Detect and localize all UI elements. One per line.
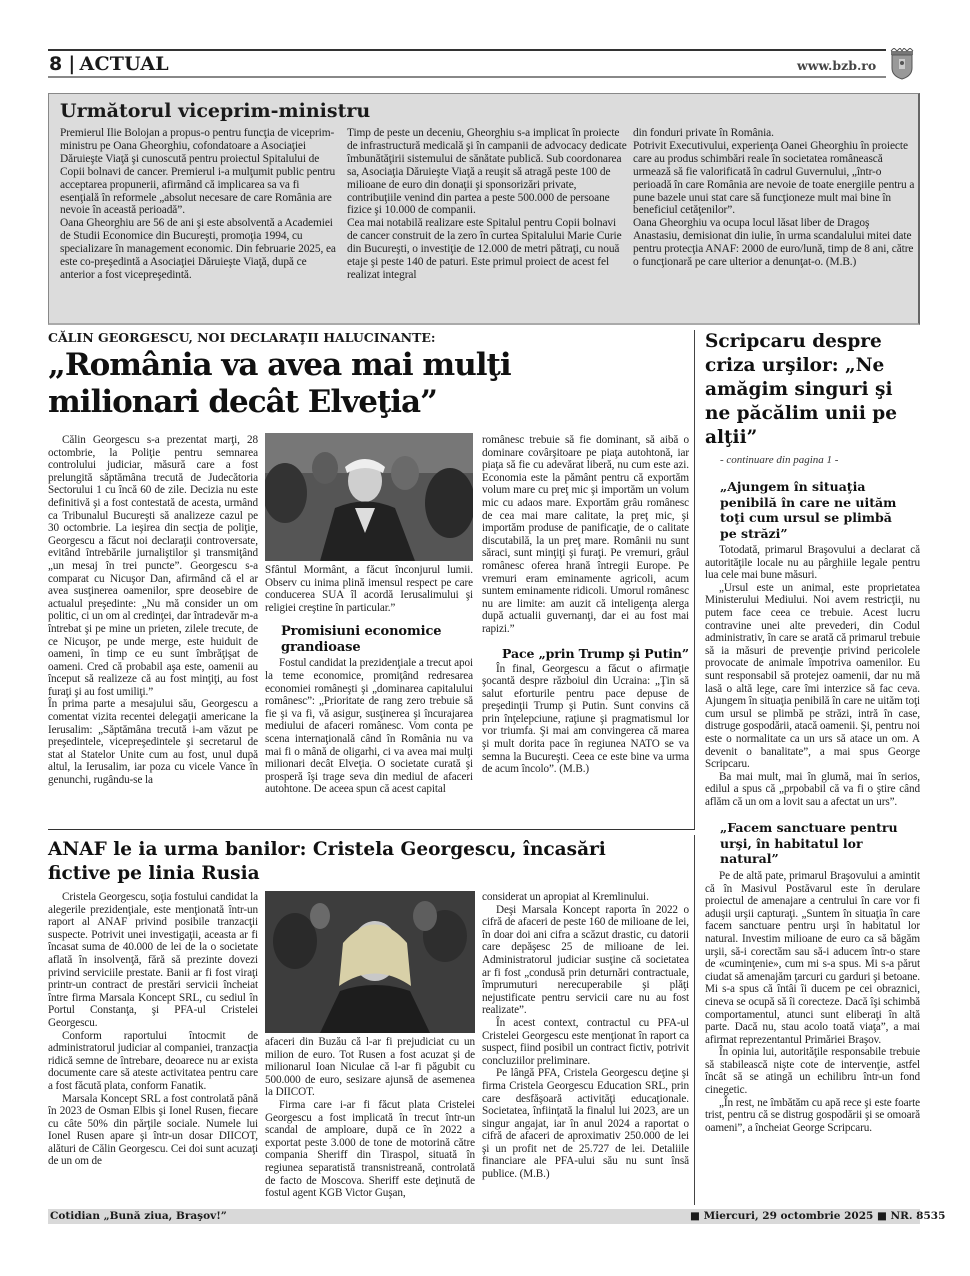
article1-paragraph: Călin Georgescu s-a prezentat marţi, 28 octombrie, la Poliţie pentru semnarea controlului judiciar, măsură care a fost prelungită săptămâna trecută de Judecătoria Sectorului 1 cu încă 60 de zile. Decizia nu este definitivă şi a fost contestată de acesta, urmând ca Tribunalul Bucureşti să analizeze cazul pe 30 octombrie. La ieşirea din secţia de poliţie, Georgescu a făcut noi declaraţii controversate, evitând întrebările jurnaliştilor şi transmiţând „un mesaj în trei puncte”. Georgescu s-a comparat cu Nicuşor Dan, afirmând că el ar avea susţinerea oamenilor, spre deosebire de actualul preşedinte: „Nu mă consider un om politic, ci un om al credinţei, dar întradevăr m-a întrebat şi pe mine un prieten, zilele trecute, de ce Nicuşor, pe unde merge, este huiduit de oameni, în timp ce eu sunt îmbrăţişat de oameni. Cred că probabil aşa este, oamenii au început să realizeze că au fost minţiţi, au fost furaţi şi au fost umiliţi.” <box>48 434 258 698</box>
sidebar-subheading-1: „Ajungem în situaţia penibilă în care ne uităm toţi cum ursul se plimbă pe străzi” <box>720 479 897 541</box>
article1-photo <box>265 433 473 561</box>
article1-paragraph: românesc trebuie să fie dominant, să aibă o dominare covârşitoare pe piaţa autohtonă, iar piaţa să fie cu adevărat liberă, nu cum este azi. Economia este la pământ pentru că exportăm volum mare cu preţ mic şi importăm un volum mic cu adaos mare. Exportăm grâu românesc de cea mai mare calitate, la preţ mic, şi importăm produse de panificaţie, de o calitate discutabilă, la un preţ mare. Românii nu sunt săraci, sunt minţiţi şi furaţi. Pe vremuri, grâul românesc oferea hrană întregii Europe. Pe vremuri eram eminamente agricoli, acum suntem eminamente ridicoli. Umorul românesc nu are limite: am auzit că inteligenţa alerga după actualii guvernanţi, dar ei au fost mai rapizi.” <box>482 434 689 635</box>
footer-issue: NR. 8535 <box>890 1210 946 1222</box>
article2-column-2 <box>265 1036 475 1205</box>
article1-headline: „România va avea mai mulţi milionari decât Elveţia” <box>48 347 511 420</box>
continued-from-page: - continuare din pagina 1 - <box>720 454 839 466</box>
coat-of-arms-icon <box>888 48 916 80</box>
info-box-column-3: din fonduri private în România. Potrivit Executivului, experienţa Oanei Gheorghiu în proiecte care au produs schimbări reale în societatea românească urmează să fie valorificată în cadrul Guvernului, „într-o perioadă în care România are nevoie de toate energiile pentru a pune bazele unui stat care să funcţioneze mult mai bine în beneficiul cetăţenilor”. Oana Gheorghiu va ocupa locul lăsat liber de Dragoş Anastasiu, demisionat din iulie, în urma scandalului mitei date pentru protecţia ANAF: 2000 de euro/lună, timp de 8 ani, către o funcţionară pe care ulterior a denunţat-o. (M.B.) <box>633 127 915 269</box>
square-bullet-icon: ■ <box>690 1210 700 1222</box>
header-separator: | <box>68 53 76 75</box>
column-divider <box>694 330 695 830</box>
sidebar-paragraph: „În rest, ne îmbătăm cu apă rece şi este foarte trist, pentru că se distrug gospodării şi se omoară oameni”, a încheiat George Scripcaru. <box>705 1096 920 1134</box>
info-box-title: Următorul viceprim-ministru <box>60 100 371 122</box>
page-number: 8 <box>49 53 63 75</box>
article2-paragraph: afaceri din Buzău că l-ar fi prejudiciat cu un milion de euro. Tot Rusen a fost acuzat şi de milionarul Ioan Niculae că l-ar fi păgubit cu 500.000 de euro, sesizare ajunsă de asemenea la DIICOT. <box>265 1036 475 1099</box>
sidebar-paragraph: Ba mai mult, mai în glumă, mai în serios, edilul a spus că „prpobabil că va fi o ştire când aflăm că un om a lovit sau a afectat un urs”. <box>705 770 920 808</box>
article2-paragraph: În acest context, contractul cu PFA-ul Cristelei Georgescu este menţionat în raport ca suspect, fiind posibil un contract fictiv, potrivit concluziilor preliminare. <box>482 1016 689 1067</box>
article2-paragraph: Deşi Marsala Koncept raporta în 2022 o cifră de afaceri de peste 160 de milioane de lei, în doar doi ani cifra a scăzut drastic, cu datorii care depăşesc 25 de milioane de lei. Administratorul judiciar susţine că societatea ar fi fost „condusă prin deturnări contractuale, împrumuturi nerecuperabile şi plăţi nejustificate pentru servicii care nu au fost realizate”. <box>482 903 689 1017</box>
info-box-column-2: Timp de peste un deceniu, Gheorghiu s-a implicat în proiecte de infrastructură medicală şi în campanii de advocacy dedicate îmbunătăţirii sistemului de sănătate publică. Sub coordonarea sa, Asociaţia Dăruieşte Viaţă a reuşit să atragă peste 100 de milioane de euro din donaţii şi sponsorizări private, contribuţiile venind din partea a peste 500.000 de persoane fizice şi 10.000 de companii. Cea mai notabilă realizare este Spitalul pentru Copii bolnavi de cancer construit de la zero în curtea Spitalului Marie Curie din Bucureşti, o investiţie de 12.000 de metri pătraţi, cu nouă etaje şi peste 140 de paturi. Este primul proiect de acest fel realizat integral <box>347 127 627 281</box>
footer-date-issue <box>690 1209 945 1224</box>
sidebar-paragraph: În opinia lui, autorităţile responsabile trebuie să stabilească nişte cote de intervenţie, astfel încât să se atingă un echilibru într-un fond cinegetic. <box>705 1046 920 1097</box>
article2-paragraph: Pe lângă PFA, Cristela Georgescu deţine şi firma Cristela Georgescu Education SRL, prin care desfăşoară activităţi educaţionale. Societatea, înfiinţată la finalul lui 2023, are un singur angajat, iar în anul 2024 a raportat o cifră de afaceri de aproximativ 250.000 de lei şi un profit net de 25.727 de lei. Detaliile financiare ale PFA-ului său nu sunt însă publice. (M.B.) <box>482 1067 689 1181</box>
square-bullet-icon: ■ <box>876 1210 887 1222</box>
page-header <box>49 53 169 75</box>
header-top-rule <box>48 49 886 51</box>
article-separator <box>48 829 695 830</box>
sidebar-body-2 <box>705 870 920 1134</box>
sidebar-paragraph: „Ursul este un animal, este proprietatea Ministerului Mediului. Noi avem restricţii, nu putem face ceea ce trebuie. Acest lucru contravine unei alte prevederi, din Codul administrativ, în care se arată că primarul trebuie să ia măsuri de prevenţie privind pericolele provocate de animale împotriva oamenilor. Eu sunt responsabil să protejez oamenii, dar nu mă lasă o altă lege, care îmi interzice să fac ceva. Ajungem în situaţia penibilă în care ne uităm toţi cum ursul se plimbă pe străzi, intră în case, distruge gospodării, atacă oamenii. Şi, pentru noi este o normalitate ca un urs să atace un om. A devenit o banalitate”, a mai spus George Scripcaru. <box>705 581 920 771</box>
column-divider <box>694 835 695 1205</box>
sidebar-subheading-2: „Facem sanctuare pentru urşi, în habitatul lor natural” <box>720 820 898 867</box>
subheading-economic-promises: Promisiuni economice grandioase <box>281 624 442 655</box>
sidebar-body-1 <box>705 544 920 808</box>
article1-paragraph: Sfântul Mormânt, a făcut înconjurul lumii. Observ cu inima plină imensul respect pe care conducerea SUA îl acordă Ierusalimului şi religiei creştine în particular.” <box>265 564 473 614</box>
article2-paragraph: Cristela Georgescu, soţia fostului candidat la alegerile prezidenţiale, este menţionată într-un raport al ANAF privind posibile tranzacţii suspecte. Potrivit unei investigaţii, aceasta ar fi încasat suma de 40.000 de lei de la o societate aflată în insolvenţă, fără să prezinte dovezi privind serviciile prestate. Banii ar fi fost viraţi printr-un contract de prestări servicii încheiat între firma Marsala Koncept SRL, cu sediul în Portul Constanţa, şi PFA-ul Cristelei Georgescu. <box>48 891 258 1029</box>
footer-date: Miercuri, 29 octombrie 2025 <box>703 1210 874 1222</box>
info-box-column-1: Premierul Ilie Bolojan a propus-o pentru funcţia de viceprim-ministru pe Oana Gheorghiu, cofondatoare a Asociaţiei Dăruieşte Viaţă şi cunoscută pentru proiectul Spitalului de Copii bolnavi de cancer. Premierul i-a mulţumit public pentru acceptarea propunerii, afirmând că implicarea sa va fi esenţială în reformele „absolut necesare de care România are nevoie în această perioadă”. Oana Gheorghiu are 56 de ani şi este absolventă a Academiei de Studii Economice din Bucureşti, promoţia 1994, cu specializare în management economic. Din februarie 2025, ea este co-preşedintă a Asociaţiei Dăruieşte Viaţă, după ce anterior a fost vicepreşedintă. <box>60 127 336 281</box>
sidebar <box>705 330 920 1205</box>
footer-publication: Cotidian „Bună ziua, Braşov!” <box>50 1210 227 1222</box>
article1-paragraph: În final, Georgescu a făcut o afirmaţie şocantă despre războiul din Ucraina: „Ţin să salut eforturile pentru pace depuse de preşedinţii Trump şi Putin. Sunt convins că prin înţelepciune, raţiune şi pragmatismul lor vor triumfa. Şi mai am convingerea că marea şi mult dorita pace în regiunea NATO se va semna la Bucureşti. Ceea ce este bine va urma de acum încolo”. (M.B.) <box>482 662 689 776</box>
sidebar-paragraph: Pe de altă pate, primarul Braşovului a amintit că în Masivul Postăvarul este în derulare proiectul de amenajare a centrului în care vor fi aduşii urşii capturaţi. „Suntem în situaţia în care facem sanctuare pentru urşi în habitatul lor natural. Investim milioane de euro ca să băgăm urşii, să-i corectăm sau să-i aducem într-o stare de «cuminţenie», cum mi s-a spus. Mi s-a părut ciudat să amenajăm ţarcuri cu garduri şi betoane. Mi s-a spus că întâi îi ducem pe cei obraznici, cineva se ocupă să îi corecteze. Dacă îşi schimbă comportamentul, atunci sunt eliberaţi în altă parte. Dacă nu, stau acolo toată viaţa”, a mai afirmat reprezentantul Primăriei Braşov. <box>705 869 920 1046</box>
article2-column-1 <box>48 891 258 1205</box>
article1-paragraph: Fostul candidat la prezidenţiale a trecut apoi la teme economice, promiţând redresarea economiei româneşti şi „dominarea capitalului românesc”: „Prioritate de rang zero trebuie să fie şi va fi, vă asigur, susţinerea şi încurajarea mediului de afaceri românesc. Vom conta pe scena internaţională când în România nu va mai fi o mână de oligarhi, ci va avea mai mulţi milionari decât Elveţia. O societate curată şi prosperă îşi trage seva din mediul de afaceri autohtone. De aceea spun că acest capital <box>265 657 473 796</box>
sidebar-headline: Scripcaru despre criza urşilor: „Ne amăgim singuri şi ne păcălim unii pe alţii” <box>705 331 898 448</box>
article2-paragraph: Firma care i-ar fi făcut plata Cristelei Georgescu a fost implicată în trecut într-un scandal de amploare, după ce în 2022 a exportat peste 3.000 de tone de motorină către compania Sheriff din Tiraspol, situată în regiunea separatistă transnistreană, controlată de facto de Moscova. Sheriff este deţinută de fostul agent KGB Victor Guşan, <box>265 1098 475 1200</box>
article2-headline: ANAF le ia urma banilor: Cristela Georgescu, încasări fictive pe linia Rusia <box>48 839 606 884</box>
article2-paragraph: Marsala Koncept SRL a fost controlată până în 2023 de Osman Elbis şi Ionel Rusen, fiecare cu câte 50% din părţile sociale. Numele lui Ionel Rusen apare şi într-un dosar DIICOT, alături de Călin Georgescu. Cei doi sunt acuzaţi de un om de <box>48 1092 258 1168</box>
article1-column-1 <box>48 434 258 826</box>
article1-kicker: CĂLIN GEORGESCU, NOI DECLARAŢII HALUCINANTE: <box>48 330 436 345</box>
header-bottom-rule <box>48 76 886 78</box>
article2-paragraph: considerat un apropiat al Kremlinului. <box>482 891 649 903</box>
article2-column-3 <box>482 891 689 1205</box>
subheading-peace: Pace „prin Trump şi Putin” <box>502 645 689 661</box>
article1-column-2 <box>265 564 473 826</box>
article2-paragraph: Conform raportului întocmit de administratorul judiciar al companiei, tranzacţia ridică semne de întrebare, deoarece nu ar exista documente care să ateste activitatea pentru care a fost făcută plata, conform Fanatik. <box>48 1029 258 1092</box>
sidebar-paragraph: Totodată, primarul Braşovului a declarat că autorităţile locale nu au pârghiile legale pentru lua cele mai bune măsuri. <box>705 544 920 582</box>
section-title: ACTUAL <box>79 53 169 75</box>
article2-photo <box>265 891 475 1033</box>
website-link[interactable]: www.bzb.ro <box>797 58 877 73</box>
article1-column-3 <box>482 434 689 826</box>
article1-paragraph: În prima parte a mesajului său, Georgescu a comentat vizita recentei delegaţii americane la Ierusalim: „Săptămâna trecută i-am văzut pe preşedintele, vicepreşedintele şi secretarul de stat al Statelor Unite cum au fost, unul după altul, la Ierusalim, iar poza cu vicele Vance în genunchi, rugându-se la <box>48 698 258 787</box>
